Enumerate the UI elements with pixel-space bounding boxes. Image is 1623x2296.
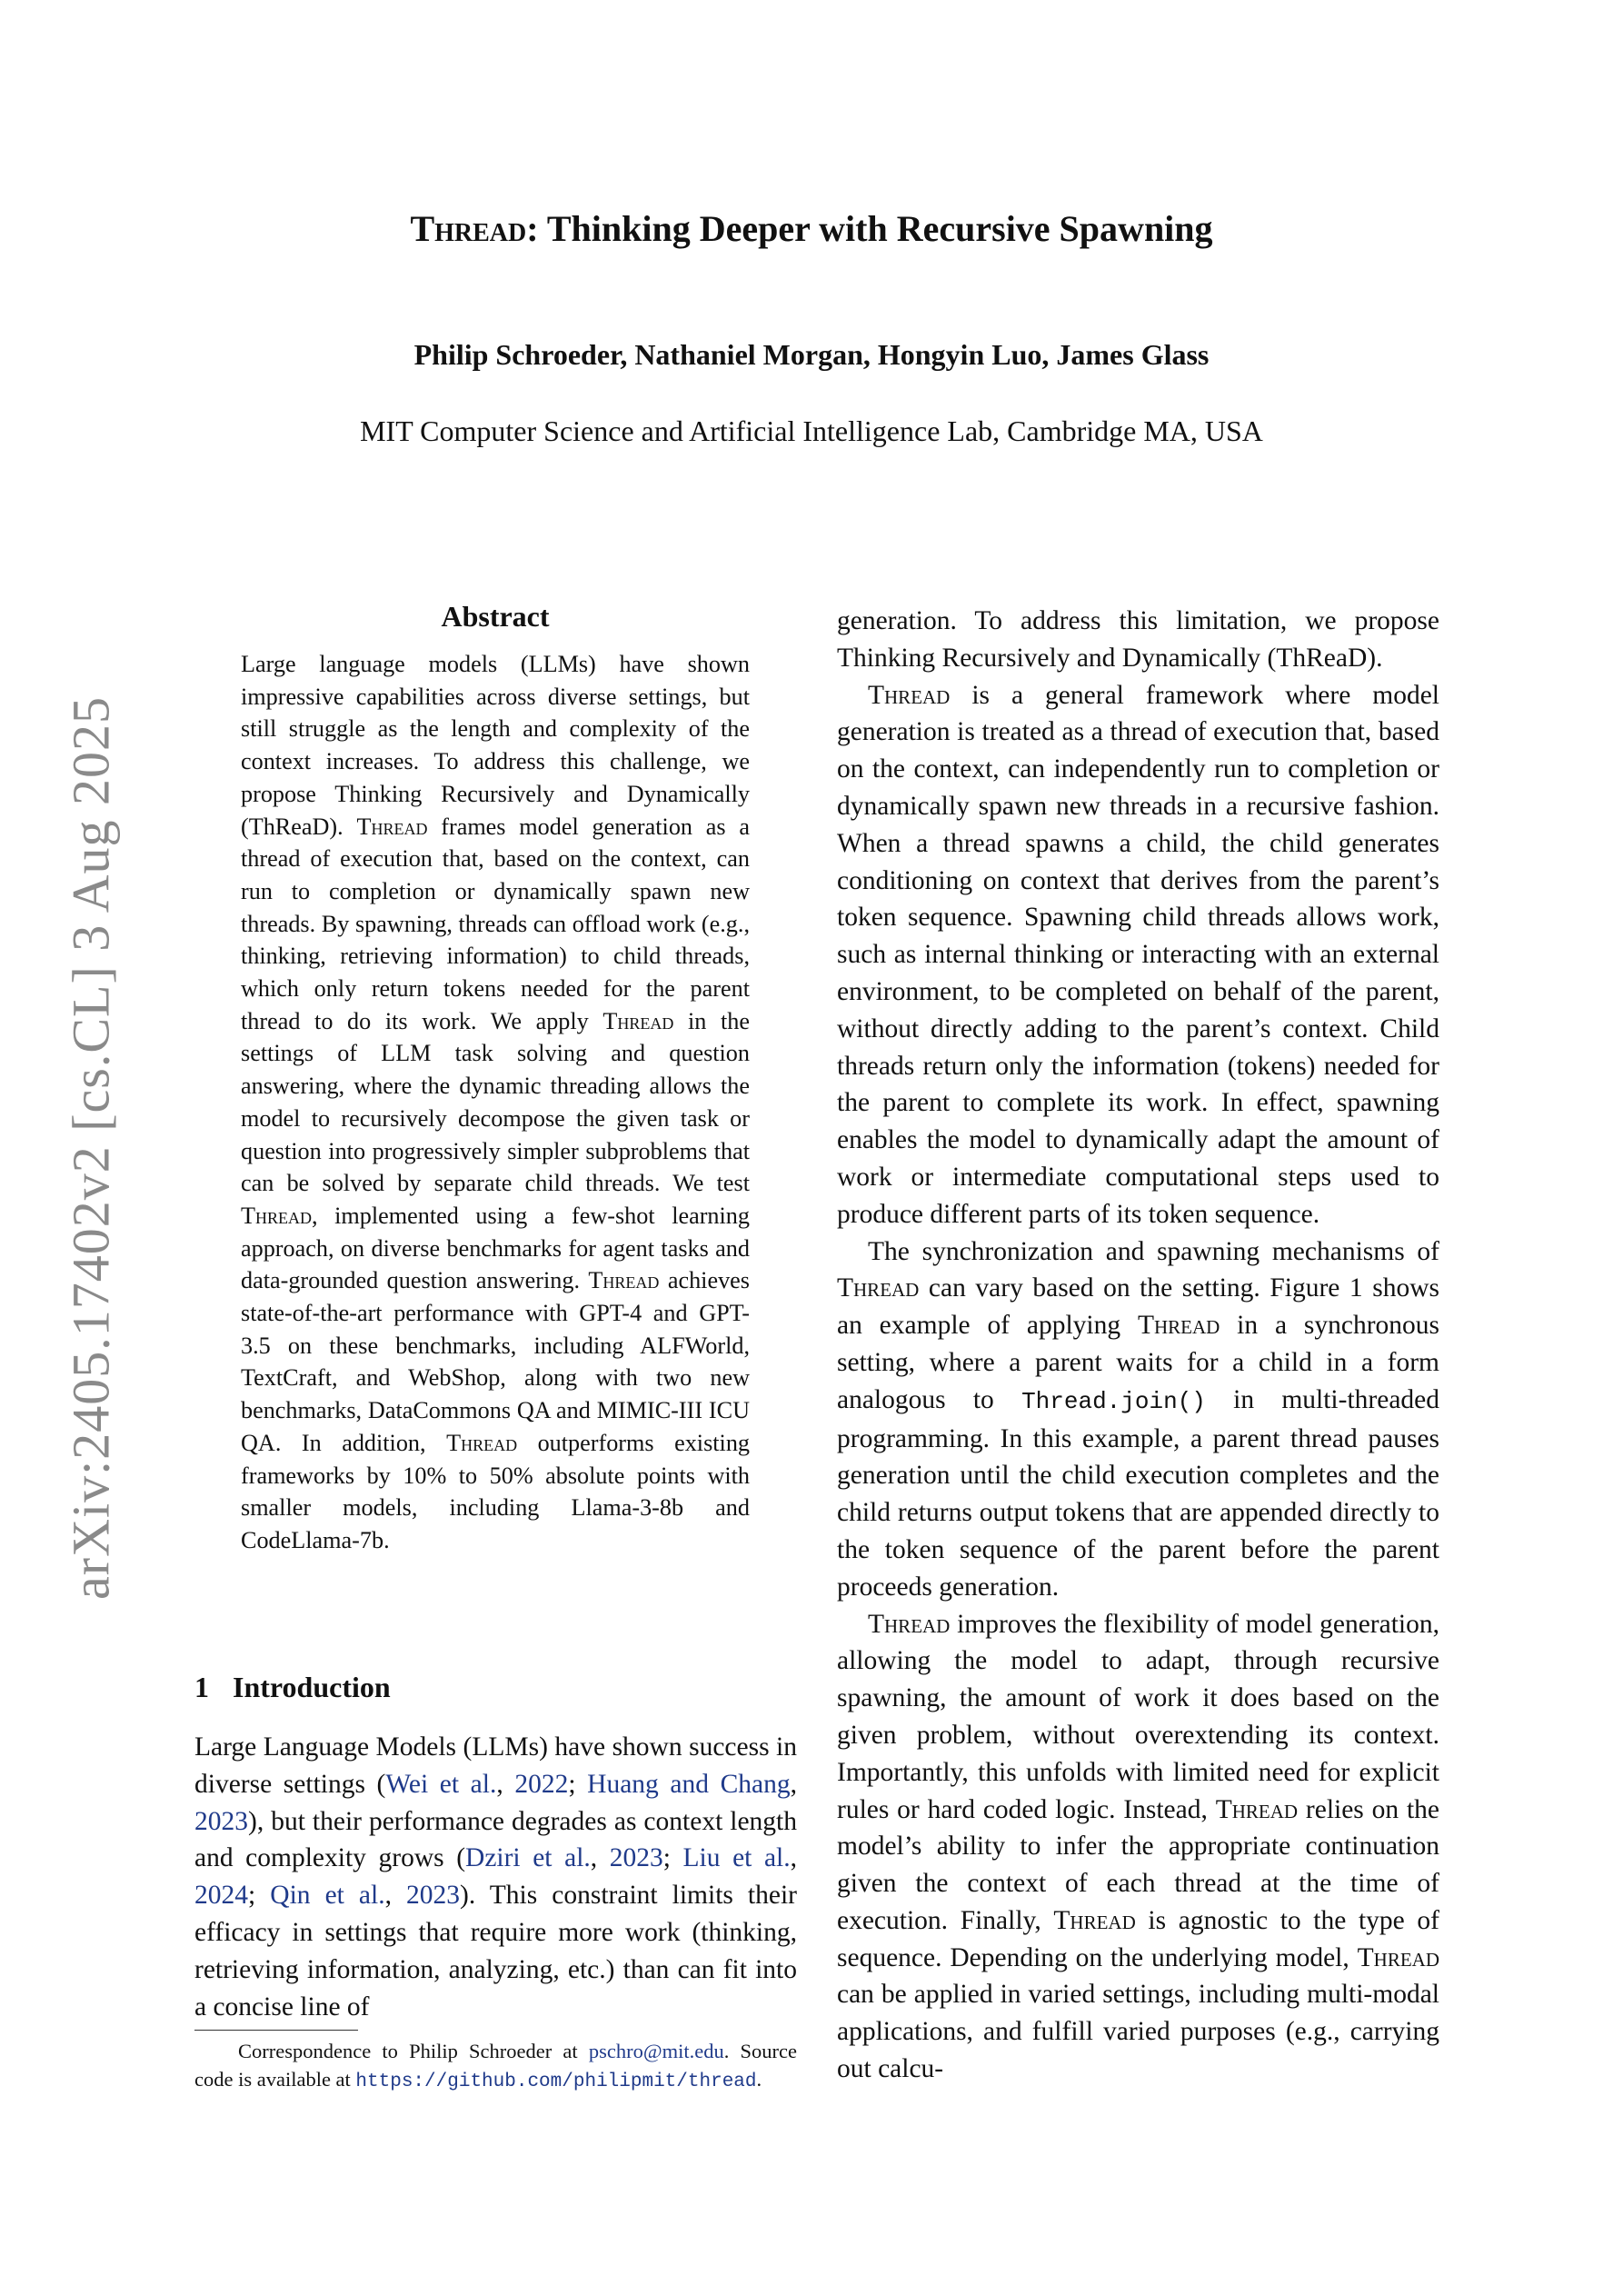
citation-authors: Liu et al. [682,1843,791,1873]
author-name: Nathaniel Morgan [634,338,863,371]
title-thread-initial: T [410,208,435,249]
title-thread-smallcaps: hread [434,208,527,249]
citation-link[interactable] [406,1881,460,1910]
abstract-text: outperforms existing frameworks by 10% to 50% absolute points with smaller models, including Llama-3-8b and CodeLlama-7b. [241,1429,751,1553]
body-text: , [384,1881,407,1911]
footnote-text: . [756,2068,762,2091]
citation-authors: Qin et al. [270,1881,385,1911]
body-text: generation. To address this limitation, we propose Thinking Recursively and Dynamically (ThReaD). [837,606,1439,673]
citation-year: 2024 [194,1881,248,1911]
citation-year: 2023 [609,1843,663,1873]
citation-link[interactable] [270,1881,384,1910]
author-separator: , [862,338,878,371]
abstract-section [241,600,750,1557]
author-name: Philip Schroeder [413,338,621,371]
citation-link[interactable] [194,1881,248,1910]
body-text: relies on the model’s ability to infer the appropriate continuation given the context of each thread at the time of execution. Finally, [837,1794,1439,1935]
body-text: ), but their performance degrades as context length and complexity grows ( [194,1806,797,1873]
paragraph [837,603,1439,677]
intro-paragraph [194,1729,797,2025]
thread-name: Thread [868,680,951,710]
thread-name: Thread [1215,1794,1299,1824]
abstract-text: in the settings of LLM task solving and question answering, where the dynamic threading allows the model to recursively decompose the given task or question into progressively simpler subproblems that can be solved by separate child threads. We test [241,1007,750,1197]
author-name: James Glass [1056,338,1210,371]
citation-year: 2023 [406,1881,461,1911]
body-text: improves the flexibility of model generation, allowing the model to adapt, through recursive spawning, the amount of work it does based on the given problem, without overextending its context. Importantly, this unfolds with limited need for explicit rules or hard coded logic. Instead, [837,1609,1439,1824]
paragraph [837,677,1439,1233]
footnote-text: . Source code is available at [194,2040,797,2091]
paragraph [837,1233,1439,1606]
body-text: , [496,1769,515,1799]
citation-link[interactable] [465,1843,591,1872]
abstract-text: Large language models (LLMs) have shown impressive capabilities across diverse settings, but still struggle as the length and complexity of the context increases. To address this challenge, we propose Thinking Recursively and Dynamically (ThReaD). [241,651,750,840]
affiliation: MIT Computer Science and Artificial Intelligence Lab, Cambridge MA, USA [360,414,1263,447]
footnote-text: Correspondence to Philip Schroeder at [238,2040,589,2062]
thread-name: Thread [868,1609,951,1639]
citation-authors: Dziri et al. [465,1843,591,1873]
thread-name: Thread [1053,1905,1136,1935]
thread-name: Thread [837,1273,920,1303]
author-name: Hongyin Luo [877,338,1042,371]
body-text: ; [248,1881,271,1911]
body-text: is agnostic to the type of sequence. Depending on the underlying model, [837,1905,1439,1972]
arxiv-identifier-stamp: arXiv:2405.17402v2 [cs.CL] 3 Aug 2025 [61,696,121,1600]
body-text: Large Language Models (LLMs) have shown success in diverse settings ( [194,1732,797,1799]
body-text: ). This constraint limits their efficacy in settings that require more work (thinking, retrieving information, analyzing, etc.) than can fit into a concise line of [194,1881,797,2021]
body-text: ; [568,1769,588,1799]
citation-link[interactable] [610,1843,663,1872]
citation-authors: Wei et al. [385,1769,497,1799]
author-separator: , [1041,338,1057,371]
body-text: can vary based on the setting. Figure 1 shows an example of applying [837,1273,1439,1341]
right-column-text [837,603,1439,2088]
abstract-heading: Abstract [441,600,550,633]
thread-name: Thread [602,1007,674,1034]
author-list [0,338,1623,372]
author-separator: , [620,338,635,371]
thread-name: Thread [588,1267,660,1294]
source-code-url-link[interactable]: https://github.com/philipmit/thread [355,2071,757,2092]
citation-year: 2023 [194,1806,248,1836]
footnote [194,2037,797,2096]
inline-code: Thread.join() [1021,1387,1206,1415]
thread-name: Thread [356,813,428,840]
section-heading-introduction [194,1671,391,1704]
citation-link[interactable] [514,1770,568,1799]
thread-name: Thread [1357,1942,1439,1972]
body-text: , [790,1843,798,1873]
body-text: can be applied in varied settings, including multi-modal applications, and fulfill varied purposes (e.g., carrying out calcu- [837,1980,1439,2084]
email-link[interactable]: pschro@mit.edu [588,2040,724,2062]
abstract-text: , implemented using a few-shot learning approach, on diverse benchmarks for agent tasks and data-grounded question answering. [241,1202,750,1294]
citation-year: 2022 [514,1769,569,1799]
thread-name: Thread [446,1429,518,1456]
citation-link[interactable] [385,1770,496,1799]
section-title: Introduction [233,1671,391,1703]
citation-link[interactable] [194,1807,248,1836]
body-text: The synchronization and spawning mechanisms of [868,1236,1439,1266]
citation-link[interactable] [587,1770,790,1799]
body-text: , [590,1843,610,1873]
abstract-body [241,648,750,1557]
footnote-divider [194,2030,358,2031]
citation-authors: Huang and Chang [587,1769,791,1799]
citation-link[interactable] [683,1843,791,1872]
thread-name: Thread [1137,1311,1220,1341]
body-text: is a general framework where model generation is treated as a thread of execution that, based on the context, can independently run to completion or dynamically spawn new threads in a recursive fashion. When a thread spawns a child, the child generates conditioning on context that derives from the parent’s token sequence. Spawning child threads allows work, such as internal thinking or interacting with an external environment, to be completed on behalf of the parent, without directly adding to the parent’s context. Child threads return only the information (tokens) needed for the parent to complete its work. In effect, spawning enables the model to dynamically adapt the amount of work or intermediate computational steps used to produce different parts of its token sequence. [837,680,1439,1229]
thread-name: Thread [241,1202,312,1229]
abstract-text: achieves state-of-the-art performance with GPT-4 and GPT-3.5 on these benchmarks, including ALFWorld, TextCraft, and WebShop, along with two new benchmarks, DataCommons QA and MIMIC-III ICU QA. In addition, [241,1267,750,1456]
section-number: 1 [194,1671,209,1703]
title-rest: : Thinking Deeper with Recursive Spawning [526,208,1213,249]
paragraph [837,1606,1439,2088]
abstract-text: frames model generation as a thread of execution that, based on the context, can run to completion or dynamically spawn new threads. By spawning, threads can offload work (e.g., thinking, retrieving information) to child threads, which only return tokens needed for the parent thread to do its work. We apply [241,813,750,1034]
body-text: in a synchronous setting, where a parent waits for a child in a form analogous to [837,1311,1440,1414]
body-text: , [790,1769,798,1799]
paper-title [0,207,1623,250]
body-text: ; [662,1843,683,1873]
body-text: in multi-threaded programming. In this example, a parent thread pauses generation until the child execution completes and the child returns output tokens that are appended directly to the token sequence of the parent before the parent proceeds generation. [837,1384,1440,1602]
